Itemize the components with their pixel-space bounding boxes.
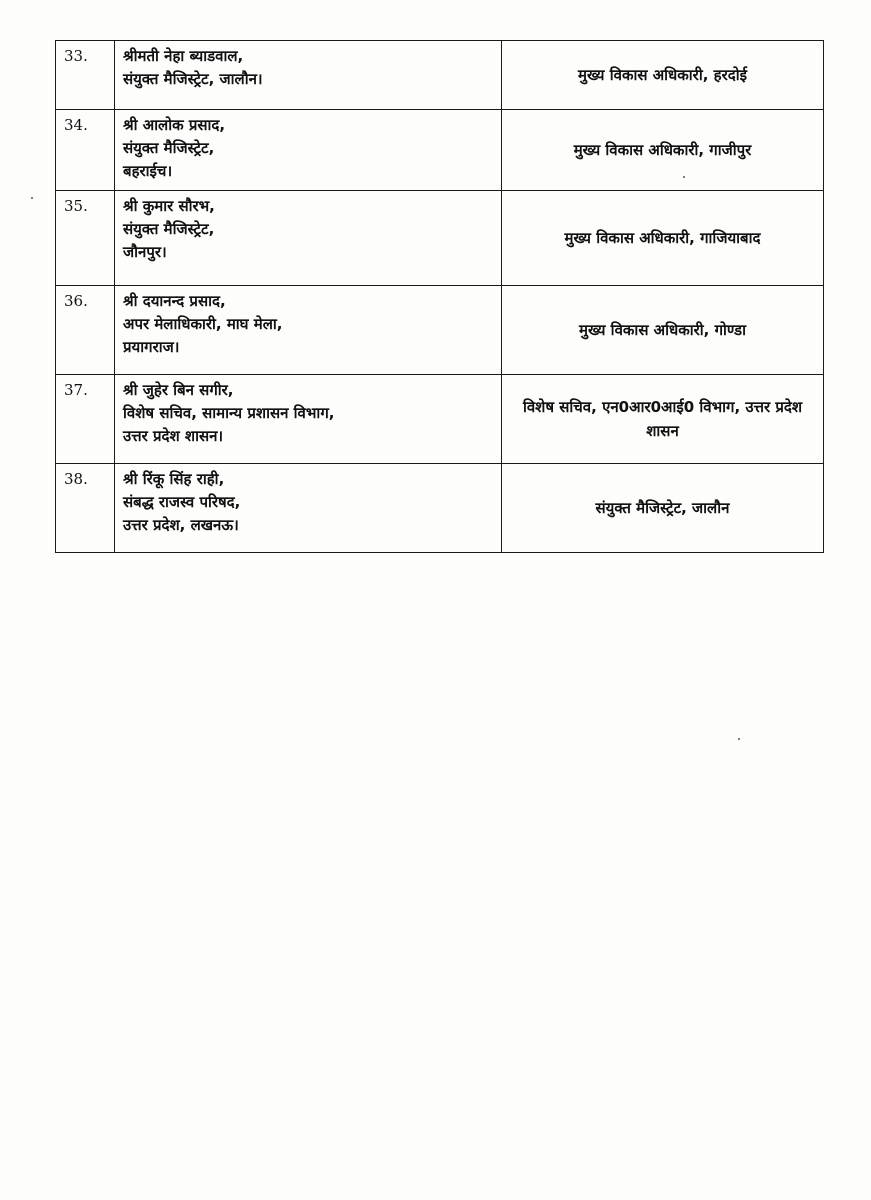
officer-details [115, 375, 502, 464]
officer-name: श्री रिंकू सिंह राही, [123, 470, 225, 488]
officer-name: श्री दयानन्द प्रसाद, [123, 292, 226, 310]
officer-current-post: संयुक्त मैजिस्ट्रेट, जालौन। [123, 70, 263, 88]
table-row [56, 191, 824, 286]
new-posting: मुख्य विकास अधिकारी, हरदोई [502, 41, 824, 110]
officer-current-post: संयुक्त मैजिस्ट्रेट, [123, 220, 215, 238]
officer-name: श्री आलोक प्रसाद, [123, 116, 226, 134]
table-row [56, 41, 824, 110]
officer-name: श्री जुहेर बिन सगीर, [123, 381, 234, 399]
table-row [56, 110, 824, 191]
new-posting: विशेष सचिव, एन0आर0आई0 विभाग, उत्तर प्रदेश शासन [502, 375, 824, 464]
officer-name: श्री कुमार सौरभ, [123, 197, 215, 215]
officer-current-post: अपर मेलाधिकारी, माघ मेला, [123, 315, 283, 333]
serial-number: 37. [56, 375, 115, 464]
transfer-table [55, 40, 824, 553]
serial-number: 33. [56, 41, 115, 110]
new-posting: मुख्य विकास अधिकारी, गाजियाबाद [502, 191, 824, 286]
officer-details [115, 286, 502, 375]
officer-details [115, 41, 502, 110]
officer-current-location: उत्तर प्रदेश शासन। [123, 427, 224, 445]
officer-current-location: बहराईच। [123, 162, 173, 180]
table-row [56, 464, 824, 553]
scan-speck [31, 197, 33, 199]
officer-current-post: संयुक्त मैजिस्ट्रेट, [123, 139, 215, 157]
officer-details [115, 110, 502, 191]
officer-details [115, 191, 502, 286]
officer-name: श्रीमती नेहा ब्याडवाल, [123, 47, 244, 65]
new-posting: मुख्य विकास अधिकारी, गाजीपुर [502, 110, 824, 191]
officer-current-location: प्रयागराज। [123, 338, 180, 356]
serial-number: 36. [56, 286, 115, 375]
new-posting: संयुक्त मैजिस्ट्रेट, जालौन [502, 464, 824, 553]
serial-number: 34. [56, 110, 115, 191]
serial-number: 38. [56, 464, 115, 553]
officer-current-location: जौनपुर। [123, 243, 167, 261]
officer-current-location: उत्तर प्रदेश, लखनऊ। [123, 516, 239, 534]
table-row [56, 375, 824, 464]
officer-current-post: संबद्ध राजस्व परिषद, [123, 493, 241, 511]
officer-current-post: विशेष सचिव, सामान्य प्रशासन विभाग, [123, 404, 335, 422]
scan-speck [738, 738, 740, 740]
officer-details [115, 464, 502, 553]
serial-number: 35. [56, 191, 115, 286]
new-posting: मुख्य विकास अधिकारी, गोण्डा [502, 286, 824, 375]
table-row [56, 286, 824, 375]
